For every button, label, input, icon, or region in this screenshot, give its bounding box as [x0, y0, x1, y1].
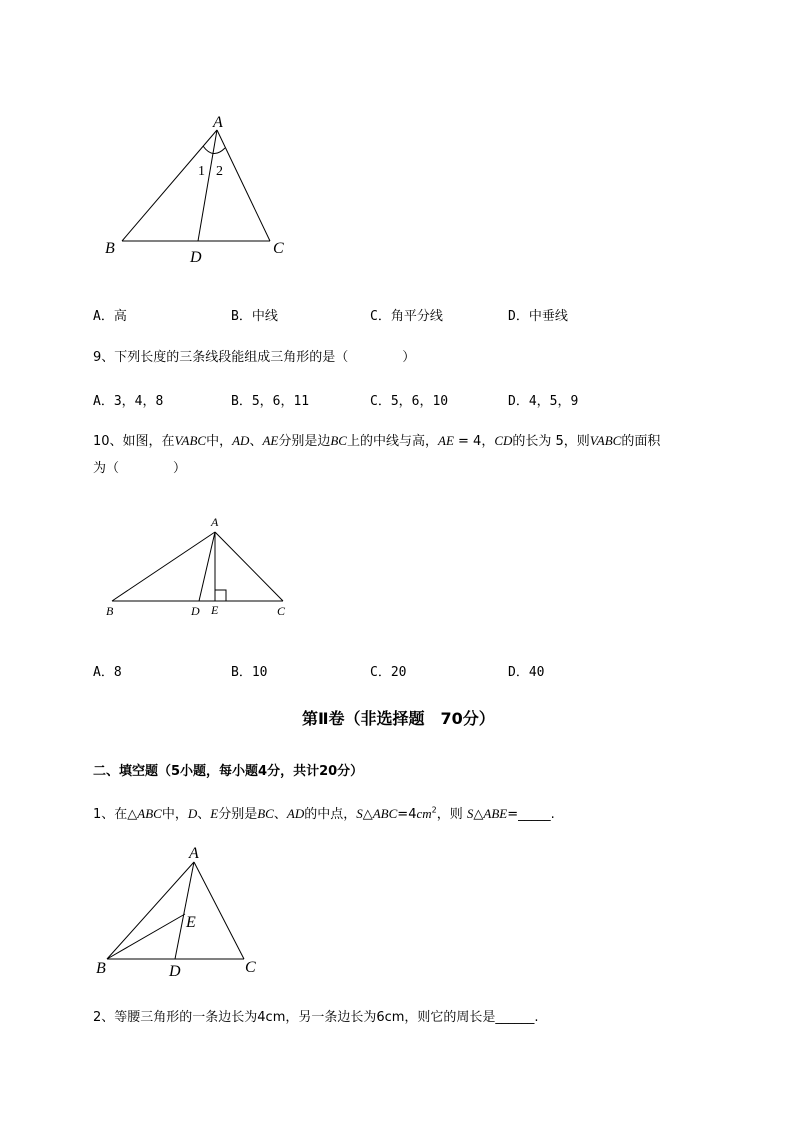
q10-text: 、 — [249, 434, 263, 449]
fq1-tri-abc: △ABC — [362, 806, 398, 821]
label-a: A — [211, 515, 219, 529]
q10-text: 分别是边 — [278, 434, 331, 449]
figure-triangle-abc-angle-bisector — [95, 108, 305, 268]
label-angle-1: 1 — [198, 164, 205, 179]
figure-triangle-median-altitude — [100, 510, 300, 625]
q10-ad: AD — [232, 433, 250, 448]
q10-text: 10、如图，在 — [93, 434, 175, 449]
fq1-text: 的中点， — [304, 807, 357, 822]
q9-stem-close: ） — [402, 350, 416, 365]
q10-text: 的长为 5，则 — [512, 434, 590, 449]
side-ac — [217, 130, 270, 241]
q10-option-b[interactable]: B．10 — [231, 665, 268, 680]
segment-ad — [175, 862, 194, 959]
fq1-text: 1、在△ — [93, 807, 138, 822]
q9-option-d[interactable]: D．4，5，9 — [508, 394, 579, 409]
q10-triangle-abc-2: VABC — [589, 433, 622, 448]
q10-text: ） — [173, 461, 187, 476]
q10-stem-line1 — [93, 430, 660, 449]
fq1-text: ，则 — [436, 807, 467, 822]
label-a: A — [213, 114, 223, 131]
fq1-text: 、 — [197, 807, 211, 822]
fq1-unit: cm — [416, 806, 432, 821]
side-ac — [215, 532, 283, 601]
fq1-abc: ABC — [137, 806, 162, 821]
median-ad — [199, 532, 215, 601]
q8-option-a[interactable]: A．高 — [93, 309, 127, 324]
q9-option-c[interactable]: C．5，6，10 — [370, 394, 449, 409]
label-e: E — [186, 914, 196, 931]
fq1-s2: S — [466, 806, 474, 821]
fq1-s1: S — [356, 806, 363, 821]
label-d: D — [169, 963, 181, 980]
q10-stem-line2 — [93, 457, 186, 476]
q10-text: 中， — [206, 434, 233, 449]
fq1-d: D — [187, 806, 198, 821]
side-ab — [122, 130, 217, 241]
q9-stem-text: 9、下列长度的三条线段能组成三角形的是（ — [93, 350, 349, 365]
q10-cd: CD — [494, 433, 513, 448]
fill-q1-stem — [93, 803, 555, 822]
q9-option-a[interactable]: A．3，4，8 — [93, 394, 164, 409]
fq1-text: =4 — [397, 807, 417, 822]
label-d: D — [191, 604, 200, 618]
segment-be — [107, 914, 185, 959]
fq1-text: 、 — [273, 807, 287, 822]
q10-option-a[interactable]: A．8 — [93, 665, 122, 680]
figure-triangle-midpoints — [90, 838, 270, 983]
label-b: B — [106, 604, 114, 618]
label-e: E — [211, 603, 219, 617]
subsection-heading: 二、填空题（5小题，每小题4分，共计20分） — [93, 764, 364, 779]
q10-triangle-abc: VABC — [174, 433, 207, 448]
q10-ae: AE — [262, 433, 279, 448]
q10-option-d[interactable]: D．40 — [508, 665, 545, 680]
side-ab — [112, 532, 215, 601]
q10-bc: BC — [330, 433, 347, 448]
q10-text: 上的中线与高， — [346, 434, 438, 449]
fill-q2-stem — [93, 1006, 539, 1025]
label-c: C — [273, 240, 284, 257]
label-c: C — [277, 604, 286, 618]
label-d: D — [190, 249, 202, 266]
q10-text: = 4， — [453, 434, 495, 449]
fq1-sup: 2 — [431, 805, 437, 815]
q10-text: 为（ — [93, 461, 120, 476]
q8-option-b[interactable]: B．中线 — [231, 309, 278, 324]
label-angle-2: 2 — [216, 164, 223, 179]
right-angle-mark — [215, 590, 226, 601]
q9-stem — [93, 346, 415, 365]
fq1-tri-abe: △ABE — [473, 806, 508, 821]
label-b: B — [105, 240, 115, 257]
fq2-text[interactable]: 2、等腰三角形的一条边长为4cm，另一条边长为6cm，则它的周长是______. — [93, 1010, 539, 1025]
label-c: C — [245, 959, 256, 976]
segment-ad — [198, 130, 217, 241]
q10-ae-eq: AE — [438, 433, 454, 448]
fq1-answer-blank[interactable]: =_____. — [507, 807, 555, 822]
side-ac — [194, 862, 244, 959]
q8-option-c[interactable]: C．角平分线 — [370, 309, 443, 324]
fq1-text: 分别是 — [218, 807, 258, 822]
label-b: B — [96, 960, 106, 977]
fq1-bc: BC — [257, 806, 274, 821]
q8-option-d[interactable]: D．中垂线 — [508, 309, 568, 324]
q10-option-c[interactable]: C．20 — [370, 665, 407, 680]
side-ab — [107, 862, 194, 959]
fq1-text: 中， — [161, 807, 188, 822]
q10-text: 的面积 — [621, 434, 661, 449]
section-title: 第Ⅱ卷（非选择题 70分） — [302, 709, 495, 728]
q9-option-b[interactable]: B．5，6，11 — [231, 394, 310, 409]
fq1-ad: AD — [286, 806, 305, 821]
fq1-e: E — [210, 806, 219, 821]
label-a: A — [189, 845, 199, 862]
